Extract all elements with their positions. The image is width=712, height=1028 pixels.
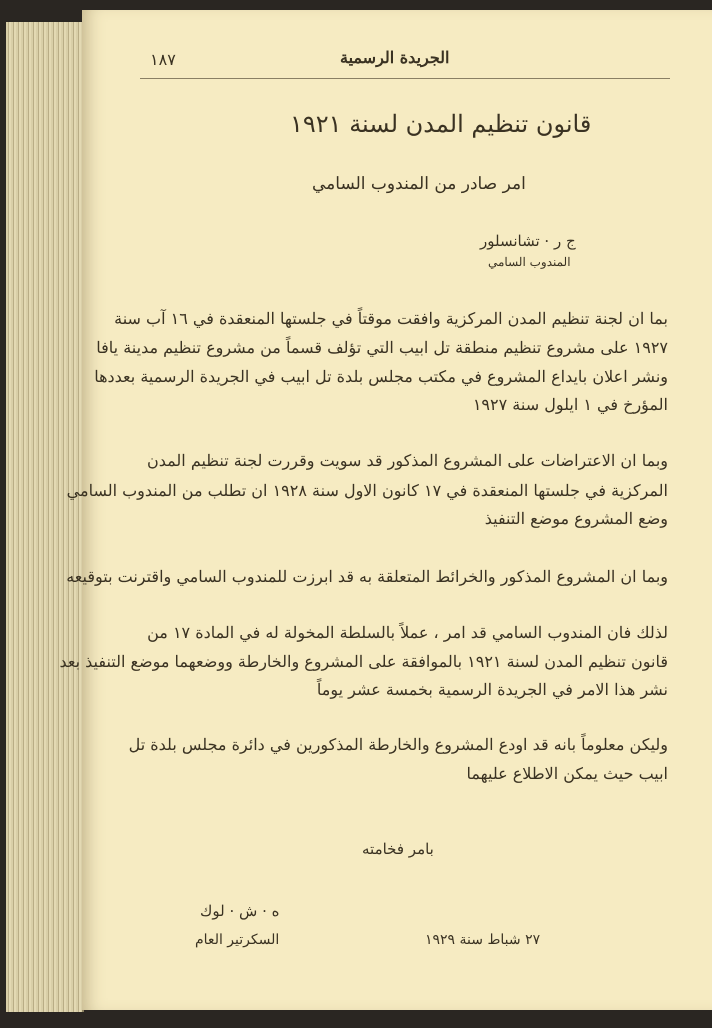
paragraph-line: نشر هذا الامر في الجريدة الرسمية بخمسة عشر يوماً — [316, 680, 668, 699]
closing-line: بامر فخامته — [362, 840, 434, 858]
paragraph-line: وليكن معلوماً بانه قد اودع المشروع والخارطة المذكورين في دائرة مجلس بلدة تل — [128, 735, 668, 754]
issuer-role: المندوب السامي — [488, 255, 571, 269]
signatory-role: السكرتير العام — [195, 932, 280, 948]
document-date: ٢٧ شباط سنة ١٩٢٩ — [425, 932, 541, 948]
paragraph-line: وضع المشروع موضع التنفيذ — [484, 509, 668, 528]
paragraph-line: وبما ان الاعتراضات على المشروع المذكور قد سويت وقررت لجنة تنظيم المدن — [147, 451, 668, 470]
paragraph-line: بما ان لجنة تنظيم المدن المركزية وافقت موقتاً في جلستها المنعقدة في ١٦ آب سنة — [114, 309, 668, 328]
paragraph-line: ونشر اعلان بايداع المشروع في مكتب مجلس بلدة تل ابيب في الجريدة الرسمية بعددها — [94, 367, 668, 386]
book-page-edges — [6, 22, 84, 1012]
paragraph-line: المركزية في جلستها المنعقدة في ١٧ كانون الاول سنة ١٩٢٨ ان تطلب من المندوب السامي — [66, 481, 668, 500]
header-rule — [140, 78, 670, 79]
page-number: ١٨٧ — [150, 50, 176, 69]
journal-title: الجريدة الرسمية — [340, 48, 450, 67]
paragraph-line: ابيب حيث يمكن الاطلاع عليهما — [466, 764, 668, 783]
paragraph-line: قانون تنظيم المدن لسنة ١٩٢١ بالموافقة على المشروع والخارطة ووضعهما موضع التنفيذ بعد — [59, 652, 668, 671]
issuer-name: ج ر · تشانسلور — [480, 232, 576, 250]
paragraph-line: المؤرخ في ١ ايلول سنة ١٩٢٧ — [472, 395, 668, 414]
document-subtitle: امر صادر من المندوب السامي — [312, 174, 526, 194]
paragraph-line: لذلك فان المندوب السامي قد امر ، عملاً بالسلطة المخولة له في المادة ١٧ من — [147, 623, 668, 642]
signatory-name: ه · ش · لوك — [200, 902, 280, 920]
paragraph-line: ١٩٢٧ على مشروع تنظيم منطقة تل ابيب التي تؤلف قسماً من مشروع تنظيم مدينة يافا — [96, 338, 668, 357]
paragraph-line: وبما ان المشروع المذكور والخرائط المتعلقة به قد ابرزت للمندوب السامي واقترنت بتوقيعه — [66, 567, 668, 586]
document-title: قانون تنظيم المدن لسنة ١٩٢١ — [290, 110, 592, 138]
